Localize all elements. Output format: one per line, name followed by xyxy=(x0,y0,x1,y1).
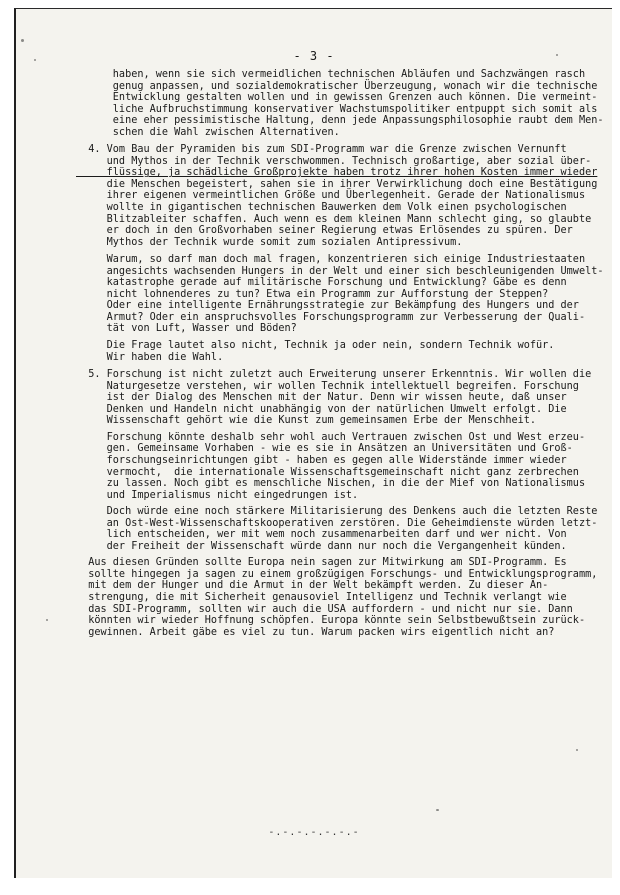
text-line: könnten wir wieder Hoffnung schöpfen. Europa könnte sein Selbstbewußtsein zurück- xyxy=(76,615,586,627)
text-line: forschungseinrichtungen gibt - haben es gegen alle Widerstände immer wieder xyxy=(76,454,567,466)
text-line: Entwicklung gestalten wollen und in gewissen Grenzen auch können. Die vermeint- xyxy=(76,92,598,104)
text-line: und Mythos in der Technik verschwommen. Technisch großartige, aber sozial über- xyxy=(76,155,592,167)
text-line: schen die Wahl zwischen Alternativen. xyxy=(76,126,340,138)
text-line: das SDI-Programm, sollten wir auch die USA auffordern - und nicht nur sie. Dann xyxy=(76,603,573,615)
text-line: der Freiheit der Wissenschaft würde dann nur noch die Vergangenheit künden. xyxy=(76,540,567,552)
text-line: gen. Gemeinsame Vorhaben - wie es sie in Ansätzen an Universitäten und Groß- xyxy=(76,443,573,455)
text-line: sollte hingegen ja sagen zu einem großzügigen Forschungs- und Entwicklungsprogramm, xyxy=(76,568,598,580)
text-line: strengung, die mit Sicherheit genausoviel Intelligenz und Technik verlangt wie xyxy=(76,591,567,603)
text-line: Forschung könnte deshalb sehr wohl auch Vertrauen zwischen Ost und West erzeu- xyxy=(76,431,586,443)
text-line: die Menschen begeistert, sahen sie in ihrer Verwirklichung doch eine Bestätigung xyxy=(76,178,598,190)
text-line: katastrophe gerade auf militärische Forschung und Entwicklung? Gäbe es denn xyxy=(76,277,567,289)
paragraph-point-5-trust xyxy=(76,432,586,501)
text-line: mit dem der Hunger und die Armut in der Welt bekämpft werden. Zu dieser An- xyxy=(76,580,549,592)
text-line: flüssige, ja schädliche Großprojekte haben trotz ihrer hohen Kosten immer wieder xyxy=(76,167,598,179)
text-line: zu lassen. Noch gibt es menschliche Nischen, in die der Mief von Nationalismus xyxy=(76,478,586,490)
text-line: Mythos der Technik wurde somit zum sozialen Antipressivum. xyxy=(76,236,463,248)
text-line: eine eher pessimistische Haltung, denn jede Anpassungsphilosophie raubt dem Men- xyxy=(76,115,604,127)
text-line: wollte in gigantischen technischen Bauwerken dem Volk einen psychologischen xyxy=(76,202,567,214)
document-page xyxy=(14,8,612,878)
text-line: tät von Luft, Wasser und Böden? xyxy=(76,323,297,335)
text-line: Armut? Oder ein anspruchsvolles Forschungsprogramm zur Verbesserung der Quali- xyxy=(76,311,586,323)
text-line: 5. Forschung ist nicht zuletzt auch Erweiterung unserer Erkenntnis. Wir wollen die xyxy=(76,369,592,381)
text-line: ihrer eigenen vermeintlichen Größe und Überlegenheit. Gerade der Nationalismus xyxy=(76,190,586,202)
text-line: lich entscheiden, wer mit wem noch zusammenarbeiten darf und wer nicht. Von xyxy=(76,529,567,541)
text-line: Aus diesen Gründen sollte Europa nein sagen zur Mitwirkung am SDI-Programm. Es xyxy=(76,557,567,569)
scan-speck xyxy=(21,39,24,42)
document-body xyxy=(76,69,604,638)
text-line: Oder eine intelligente Ernährungsstrategie zur Bekämpfung des Hungers und der xyxy=(76,300,579,312)
paragraph-point-5 xyxy=(76,369,592,427)
scan-speck xyxy=(46,619,48,621)
paragraph-point-4-questions xyxy=(76,254,604,335)
end-of-page-mark: -.-.-.-.-.-.- xyxy=(268,827,360,838)
text-line: Denken und Handeln nicht unabhängig von der natürlichen Umwelt erfolgt. Die xyxy=(76,403,567,415)
text-line: Wir haben die Wahl. xyxy=(76,351,224,363)
text-line: nicht lohnenderes zu tun? Etwa ein Programm zur Aufforstung der Steppen? xyxy=(76,288,549,300)
paragraph-point-4 xyxy=(76,144,598,248)
page-number: - 3 - xyxy=(293,49,335,63)
paragraph-conclusion xyxy=(76,557,598,638)
text-line: er doch in den Großvorhaben seiner Regierung etwas Erlösendes zu spüren. Der xyxy=(76,225,573,237)
text-line: Wissenschaft gehört wie die Kunst zum gemeinsamen Erbe der Menschheit. xyxy=(76,415,537,427)
paragraph-intro-continuation xyxy=(76,69,604,138)
text-line: haben, wenn sie sich vermeidlichen technischen Abläufen und Sachzwängen rasch xyxy=(76,69,586,80)
text-line: gewinnen. Arbeit gäbe es viel zu tun. Warum packen wirs eigentlich nicht an? xyxy=(76,626,555,638)
text-line: Warum, so darf man doch mal fragen, konzentrieren sich einige Industriestaaten xyxy=(76,254,586,266)
text-line: Naturgesetze verstehen, wir wollen Technik intellektuell begreifen. Forschung xyxy=(76,380,579,392)
text-line: und Imperialismus nicht eingedrungen ist. xyxy=(76,489,359,501)
paragraph-point-5-militarization xyxy=(76,506,598,552)
text-line: angesichts wachsenden Hungers in der Welt und einer sich beschleunigenden Umwelt- xyxy=(76,265,604,277)
text-line: vermocht, die internationale Wissenschaftsgemeinschaft nicht ganz zerbrechen xyxy=(76,466,579,478)
text-line: an Ost-West-Wissenschaftskooperativen zerstören. Die Geheimdienste würden letzt- xyxy=(76,517,598,529)
paragraph-point-4-conclusion xyxy=(76,340,586,363)
text-line: Doch würde eine noch stärkere Militarisierung des Denkens auch die letzten Reste xyxy=(76,506,598,518)
text-line: 4. Vom Bau der Pyramiden bis zum SDI-Programm war die Grenze zwischen Vernunft xyxy=(76,144,567,156)
scan-speck xyxy=(436,809,439,811)
text-line: ist der Dialog des Menschen mit der Natur. Denn wir wissen heute, daß unser xyxy=(76,392,567,404)
text-line: Blitzableiter schaffen. Auch wenn es dem kleinen Mann schlecht ging, so glaubte xyxy=(76,213,592,225)
text-line: Die Frage lautet also nicht, Technik ja oder nein, sondern Technik wofür. xyxy=(76,340,555,352)
scan-speck xyxy=(576,749,578,751)
text-line: liche Aufbruchstimmung konservativer Wachstumspolitiker entpuppt sich somit als xyxy=(76,103,598,115)
text-line: genug anpassen, und sozialdemokratischer Überzeugung, wonach wir die technische xyxy=(76,80,598,92)
